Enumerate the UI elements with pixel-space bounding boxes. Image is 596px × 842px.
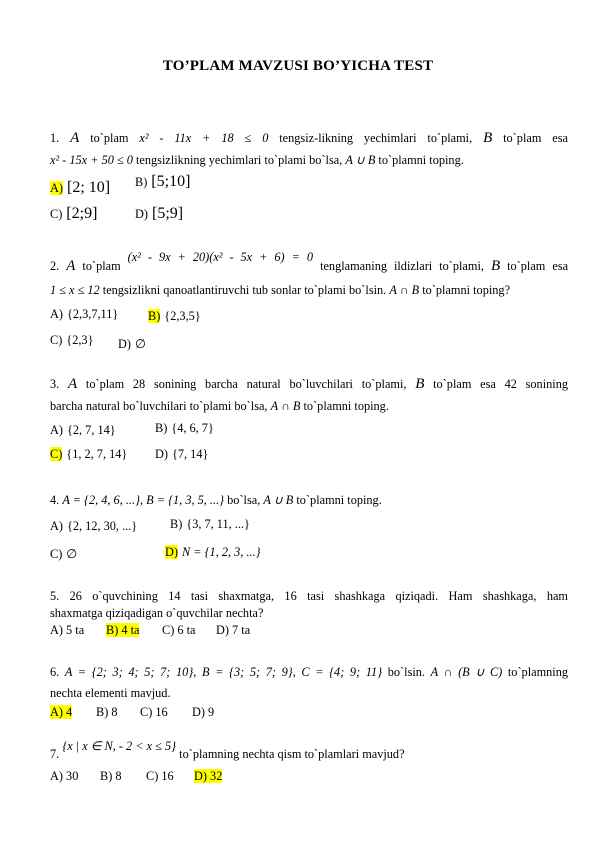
q2-option-c: C) {2,3} [50,333,94,347]
q4-option-a: A) {2, 12, 30, ...} [50,519,138,533]
q2-equation: (x² - 9x + 20)(x² - 5x + 6) = 0 [127,250,314,264]
q6-number: 6. [50,665,60,679]
q3-line1: 3. A to`plam 28 sonining barcha natural bo`luvchilari to`plami, B to`plam esa 42 sonining [50,376,568,392]
q4-set-b: B = {1, 3, 5, ...} [146,493,225,507]
q1-line1: 1. A to`plam x² - 11x + 18 ≤ 0 tengsiz-likning yechimlari to`plami, B to`plam esa [50,130,568,146]
q2-expression: A ∩ B [389,283,420,297]
q4-line1: 4. A = {2, 4, 6, ...}, B = {1, 3, 5, ...} bo`lsa, A ∪ B to`plamni toping. [50,493,382,507]
q1-option-d: D) [5;9] [135,205,184,222]
q7-option-b: B) 8 [100,769,122,783]
q1-set-a: A [70,130,80,146]
q3-set-b: B [415,376,425,392]
q5-option-c: C) 6 ta [162,623,196,637]
q7-set: {x | x ∈ N, - 2 < x ≤ 5} [62,739,177,753]
q6-expression: A ∩ (B ∪ C) [430,665,503,679]
q7-option-a: A) 30 [50,769,79,783]
q3-option-b: B) {4, 6, 7} [155,421,214,435]
q1-inequality-2: x² - 15x + 50 ≤ 0 [50,153,133,167]
q3-option-d: D) {7, 14} [155,447,209,461]
q6-option-d: D) 9 [192,705,215,719]
q2-number: 2. [50,259,60,273]
q1-option-b: B) [5;10] [135,173,191,190]
q2-set-a: A [66,258,76,274]
q6-line2: nechta elementi mavjud. [50,686,171,700]
q6-line1: 6. A = {2; 3; 4; 5; 7; 10}, B = {3; 5; 7; 9}, C = {4; 9; 11} bo`lsin. A ∩ (B ∪ C) to`plamning [50,665,569,679]
q7-option-d: D) 32 [194,769,223,783]
q6-option-b: B) 8 [96,705,118,719]
q1-expression: A ∪ B [345,153,376,167]
q2-inequality: 1 ≤ x ≤ 12 [50,283,100,297]
q3-option-c: C) {1, 2, 7, 14} [50,447,128,461]
q1-option-a: A) [2; 10] [50,179,111,196]
q6-option-c: C) 16 [140,705,168,719]
q5-option-b: B) 4 ta [106,623,140,637]
q1-line2: x² - 15x + 50 ≤ 0 tengsizlikning yechimlari to`plami bo`lsa, A ∪ B to`plamni toping. [50,153,464,167]
q6-set-c: C = {4; 9; 11} [301,665,383,679]
q2-set-b: B [490,258,501,274]
q2-line1: 2. A to`plam (x² - 9x + 20)(x² - 5x + 6) = 0 tenglamaning ildizlari to`plami, B to`plam esa [50,250,569,274]
q2-line2: 1 ≤ x ≤ 12 tengsizlikni qanoatlantiruvchi tub sonlar to`plami bo`lsin. A ∩ B to`plamni toping? [50,283,511,297]
q5-option-a: A) 5 ta [50,623,85,637]
q5-option-d: D) 7 ta [216,623,251,637]
q3-number: 3. [50,377,60,391]
q7-number: 7. [50,747,60,761]
q1-inequality-1: x² - 11x + 18 ≤ 0 [139,131,269,145]
q6-set-a: A = {2; 3; 4; 5; 7; 10} [64,665,194,679]
q7-option-c: C) 16 [146,769,174,783]
q4-option-d: D) N = {1, 2, 3, ...} [165,545,261,559]
q7-line1: 7. {x | x ∈ N, - 2 < x ≤ 5} to`plamning nechta qism to`plamlari mavjud? [50,739,405,761]
q5-line2: shaxmatga qiziqadigan o`quvchilar nechta? [50,606,264,620]
q4-number: 4. [50,493,60,507]
q6-option-a: A) 4 [50,705,73,719]
q1-option-c: C) [2;9] [50,205,98,222]
q2-option-a: A) {2,3,7,11} [50,307,119,321]
q3-option-a: A) {2, 7, 14} [50,423,116,437]
q3-set-a: A [67,376,78,392]
q4-option-b: B) {3, 7, 11, ...} [170,517,250,531]
q2-option-b: B) {2,3,5} [148,309,201,323]
q4-option-c: C) ∅ [50,547,78,561]
q5-line1: 5. 26 o`quvchining 14 tasi shaxmatga, 16 tasi shashkaga qiziqadi. Ham shashkaga, ham [50,589,568,603]
q3-expression: A ∩ B [270,399,301,413]
q4-set-a: A = {2, 4, 6, ...} [62,493,140,507]
q4-expression: A ∪ B [263,493,294,507]
q1-set-b: B [483,130,493,146]
q2-option-d: D) ∅ [118,337,146,351]
q6-set-b: B = {3; 5; 7; 9} [201,665,293,679]
q1-number: 1. [50,131,60,145]
page-title: TO’PLAM MAVZUSI BO’YICHA TEST [162,58,434,74]
q3-line2: barcha natural bo`luvchilari to`plami bo`lsa, A ∩ B to`plamni toping. [50,399,389,413]
